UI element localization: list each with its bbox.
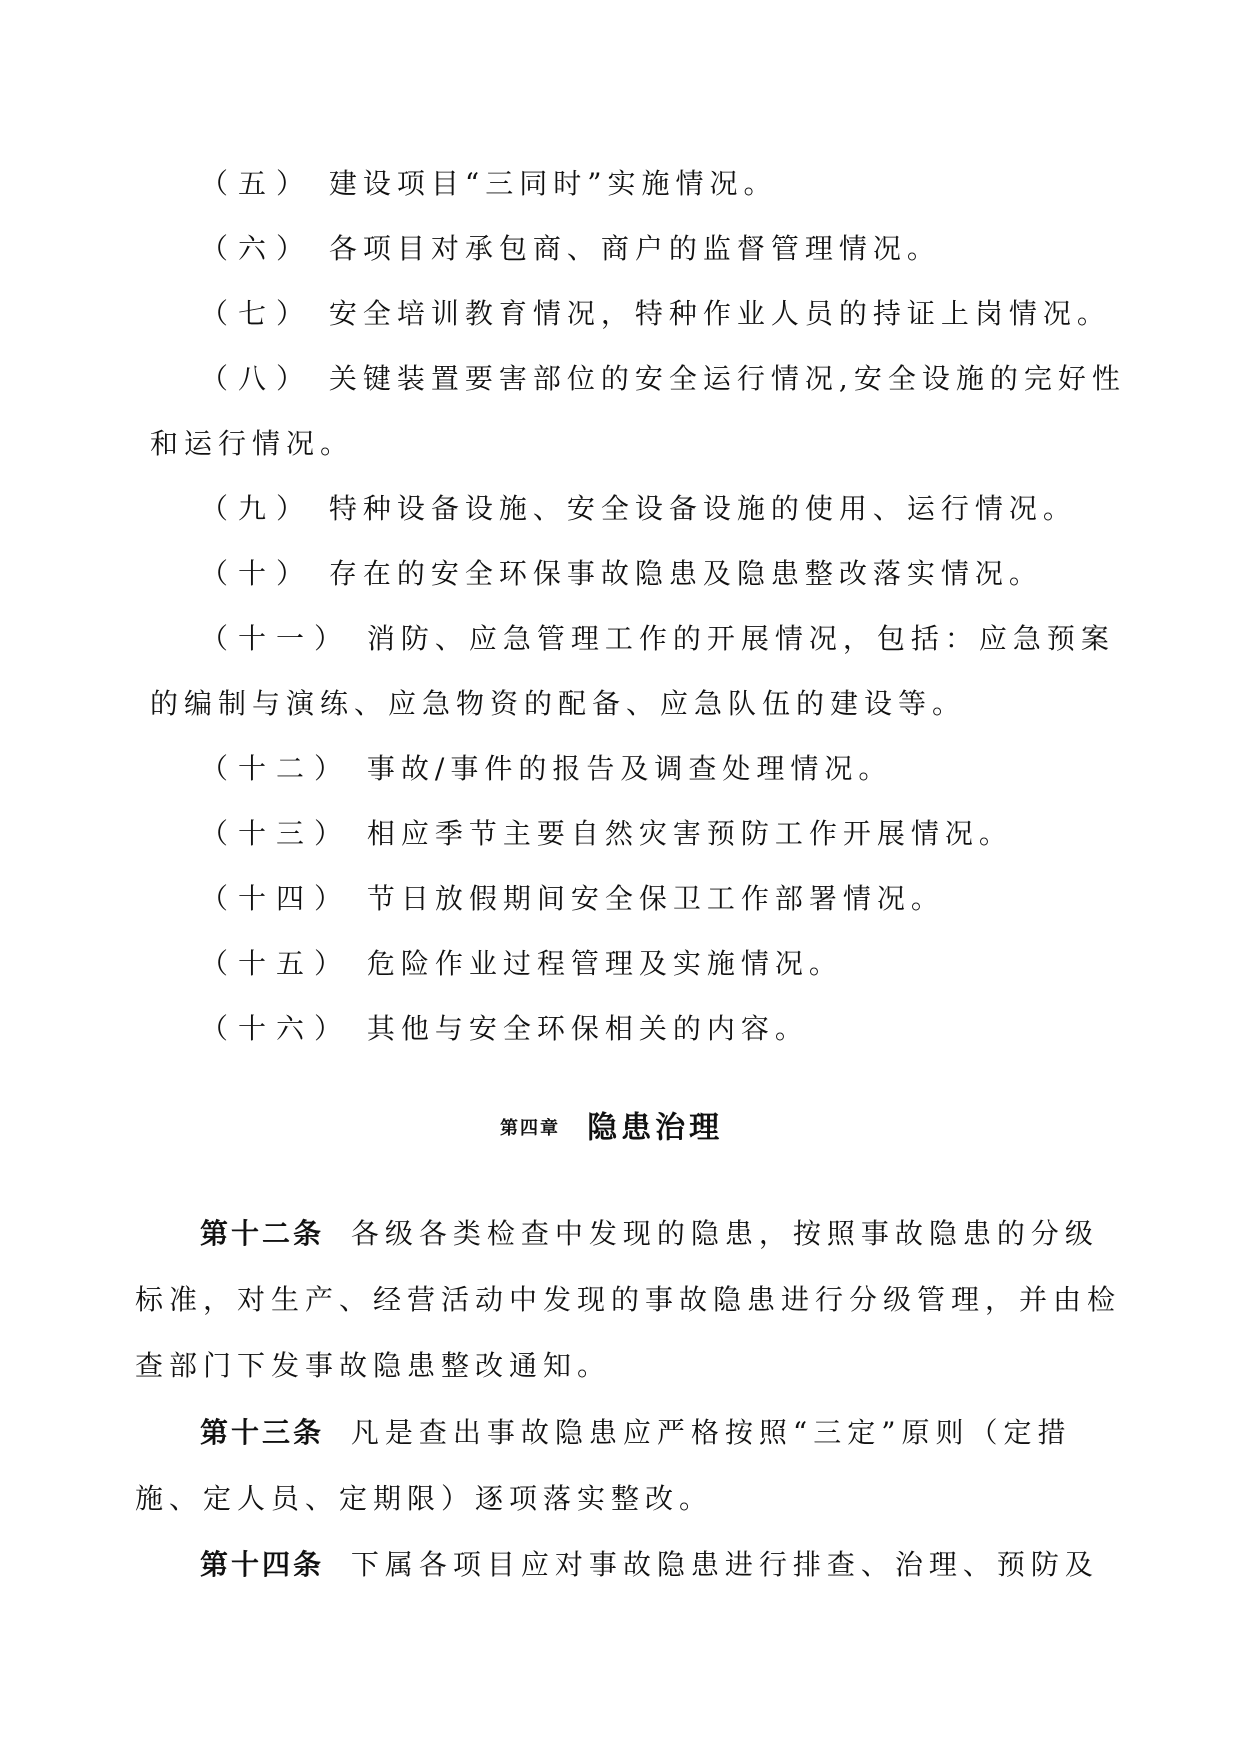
list-item-continuation: 和运行情况。 — [150, 427, 355, 460]
article-label: 第十二条 — [200, 1217, 325, 1250]
article-first-line — [200, 1413, 1072, 1453]
item-text: 存在的安全环保事故隐患及隐患整改落实情况。 — [328, 557, 1043, 590]
list-item — [200, 1009, 809, 1049]
list-item — [200, 164, 778, 204]
item-label: （十五） — [200, 947, 353, 980]
list-item-continuation: 的编制与演练、应急物资的配备、应急队伍的建设等。 — [150, 687, 967, 720]
item-text: 相应季节主要自然灾害预防工作开展情况。 — [366, 817, 1013, 850]
list-item — [200, 814, 1013, 854]
item-label: （十一） — [200, 622, 353, 655]
item-text: 事故/事件的报告及调查处理情况。 — [366, 752, 893, 785]
article-label: 第十三条 — [200, 1416, 325, 1449]
item-text: 危险作业过程管理及实施情况。 — [366, 947, 843, 980]
article-label: 第十四条 — [200, 1548, 325, 1581]
item-label: （十四） — [200, 882, 353, 915]
item-text: 节日放假期间安全保卫工作部署情况。 — [366, 882, 945, 915]
item-label: （八） — [200, 362, 315, 395]
item-text: 安全培训教育情况，特种作业人员的持证上岗情况。 — [328, 297, 1111, 330]
list-item — [200, 229, 941, 269]
item-text: 消防、应急管理工作的开展情况，包括：应急预案 — [366, 622, 1115, 655]
list-item — [200, 489, 1077, 529]
list-item — [200, 944, 843, 984]
item-text: 关键装置要害部位的安全运行情况,安全设施的完好性 — [328, 362, 1126, 395]
item-label: （七） — [200, 297, 315, 330]
item-label: （十） — [200, 557, 315, 590]
list-item — [200, 619, 1115, 659]
article-line: 施、定人员、定期限）逐项落实整改。 — [135, 1482, 714, 1515]
list-item — [200, 879, 945, 919]
item-label: （九） — [200, 492, 315, 525]
article-text: 下属各项目应对事故隐患进行排查、治理、预防及 — [350, 1548, 1099, 1581]
article-line: 查部门下发事故隐患整改通知。 — [135, 1349, 612, 1382]
article-text: 凡是查出事故隐患应严格按照“三定”原则（定措 — [350, 1416, 1072, 1449]
chapter-number: 第四章 — [500, 1117, 560, 1139]
item-label: （六） — [200, 232, 315, 265]
chapter-title: 隐患治理 — [587, 1110, 724, 1146]
list-item — [200, 749, 892, 789]
article-first-line — [200, 1545, 1099, 1585]
list-item — [200, 294, 1111, 334]
article-first-line — [200, 1214, 1099, 1254]
article-text: 各级各类检查中发现的隐患，按照事故隐患的分级 — [350, 1217, 1099, 1250]
item-label: （十三） — [200, 817, 353, 850]
chapter-heading — [500, 1108, 723, 1149]
item-text: 各项目对承包商、商户的监督管理情况。 — [328, 232, 941, 265]
item-text: 建设项目“三同时”实施情况。 — [328, 167, 778, 200]
list-item — [200, 554, 1043, 594]
item-text: 特种设备设施、安全设备设施的使用、运行情况。 — [328, 492, 1077, 525]
item-text: 其他与安全环保相关的内容。 — [366, 1012, 809, 1045]
item-label: （五） — [200, 167, 315, 200]
item-label: （十六） — [200, 1012, 353, 1045]
item-label: （十二） — [200, 752, 353, 785]
article-line: 标准，对生产、经营活动中发现的事故隐患进行分级管理，并由检 — [135, 1283, 1122, 1316]
list-item — [200, 359, 1126, 399]
